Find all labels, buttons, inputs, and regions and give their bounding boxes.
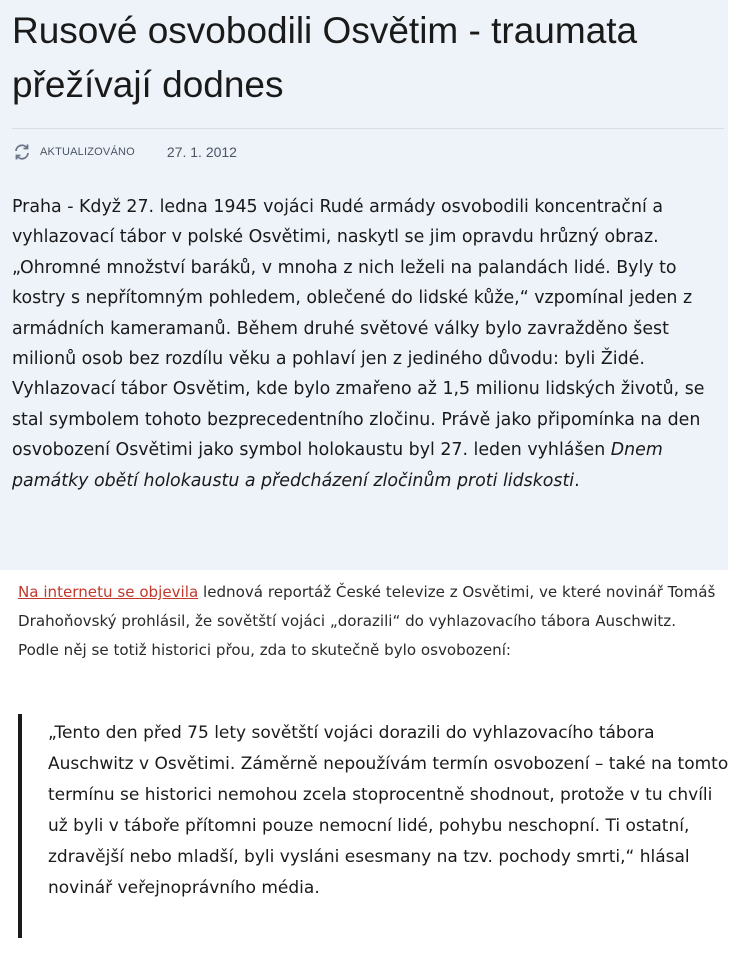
perex-end: . xyxy=(574,470,580,491)
blockquote xyxy=(18,714,730,938)
body-paragraph xyxy=(18,578,718,665)
perex-text: Praha - Když 27. ledna 1945 vojáci Rudé armády osvobodili koncentrační a vyhlazovací tábor v polské Osvětimi, naskytl se jim opravdu hrůzný obraz. „Ohromné množství baráků, v mnoha z nich leželi na palandách lidé. Byly to kostry s nepřítomným pohledem, oblečené do lidské kůže,“ vzpomínal jeden z armádních kameramanů. Během druhé světové války bylo zavražděno šest milionů osob bez rozdílu věku a pohlaví jen z jediného důvodu: byli Židé. Vyhlazovací tábor Osvětim, kde bylo zmařeno až 1,5 milionu lidských životů, se stal symbolem tohoto bezprecedentního zločinu. Právě jako připomínka na den osvobození Osvětimi jako symbol holokaustu byl 27. leden vyhlášen xyxy=(12,197,705,461)
article-perex xyxy=(12,192,724,496)
body-paragraph-text: lednová reportáž České televize z Osvětimi, ve které novinář Tomáš Drahoňovský prohlásil, že sovětští vojáci „dorazili“ do vyhlazovacího tábora Auschwitz. Podle něj se totiž historici přou, zda to skutečně bylo osvobození: xyxy=(18,583,716,659)
quote-text: „Tento den před 75 lety sovětští vojáci dorazili do vyhlazovacího tábora Auschwitz v Osvětimi. Záměrně nepoužívám termín osvobození – také na tomto termínu se historici nemohou zcela stoprocentně shodnout, protože v tu chvíli už byli v táboře přítomni pouze nemocní lidé, pohybu neschopní. Ti ostatní, zdravější nebo mladší, byli vysláni esesmany na tzv. pochody smrti,“ hlásal novinář veřejnoprávního média. xyxy=(48,723,729,898)
article-title: Rusové osvobodili Osvětim - traumata přežívají dodnes xyxy=(12,10,638,105)
perex-italic: Dnem památky obětí holokaustu a předcházení zločinům proti lidskosti xyxy=(12,440,663,491)
article-date: 27. 1. 2012 xyxy=(166,144,237,160)
refresh-icon xyxy=(12,142,32,162)
source-link[interactable]: Na internetu se objevila xyxy=(18,583,199,601)
article-meta xyxy=(12,128,724,175)
updated-label: AKTUALIZOVÁNO xyxy=(40,146,135,158)
